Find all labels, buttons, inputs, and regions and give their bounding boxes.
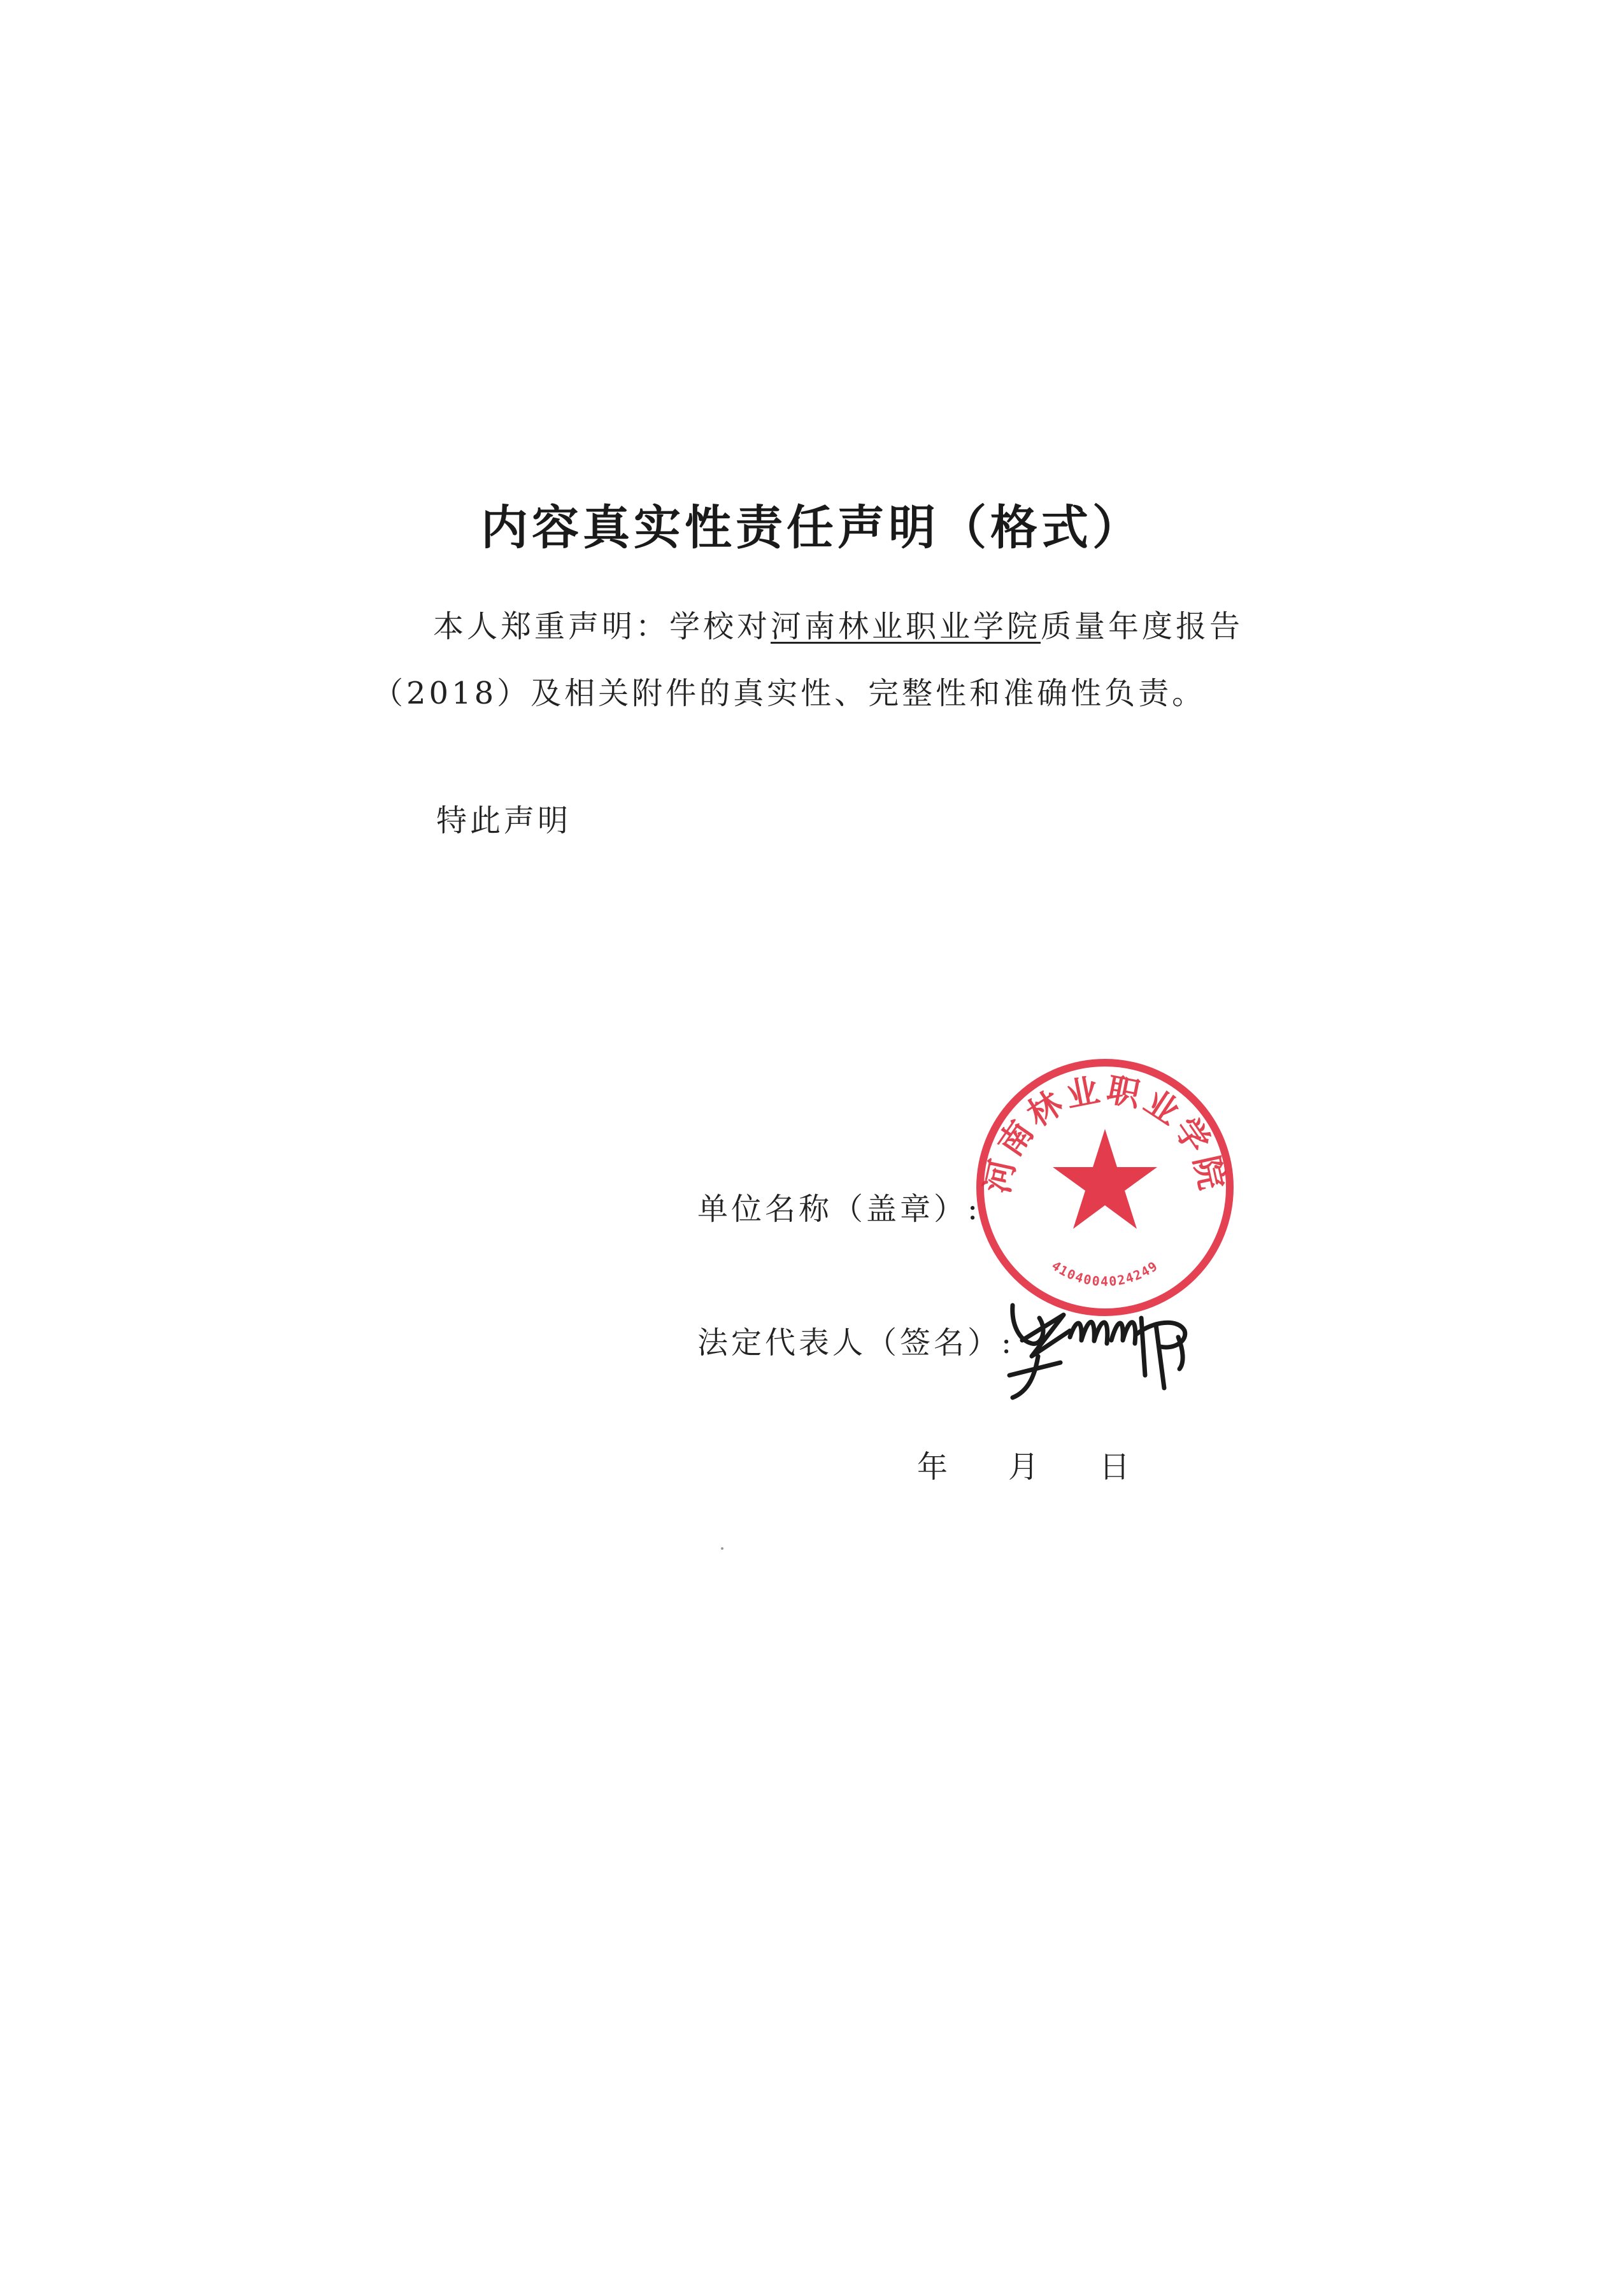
closing-statement: 特此声明 [436,803,572,839]
handwritten-signature [994,1280,1204,1407]
school-name: 河南林业职业学院 [771,609,1041,644]
date-month: 月 [1008,1449,1039,1485]
declaration-suffix: 质量年度报告 [1041,609,1244,644]
declaration-line-2: （2018）及相关附件的真实性、完整性和准确性负责。 [373,676,1206,711]
declaration-line-1 [433,602,1243,646]
unit-name-label: 单位名称（盖章）: [697,1191,981,1227]
date-line [917,1442,1130,1486]
seal-number-text: 4104004024249 [1048,1258,1162,1289]
date-day: 日 [1099,1449,1130,1485]
legal-representative-label: 法定代表人（签名）: [697,1325,1015,1361]
seal-name-text: 河南林业职业学院 [978,1070,1232,1197]
scan-speck [721,1547,723,1550]
declaration-prefix: 本人郑重声明：学校对 [433,609,771,644]
document-title: 内容真实性责任声明（格式） [481,500,1143,555]
date-year: 年 [917,1449,948,1485]
